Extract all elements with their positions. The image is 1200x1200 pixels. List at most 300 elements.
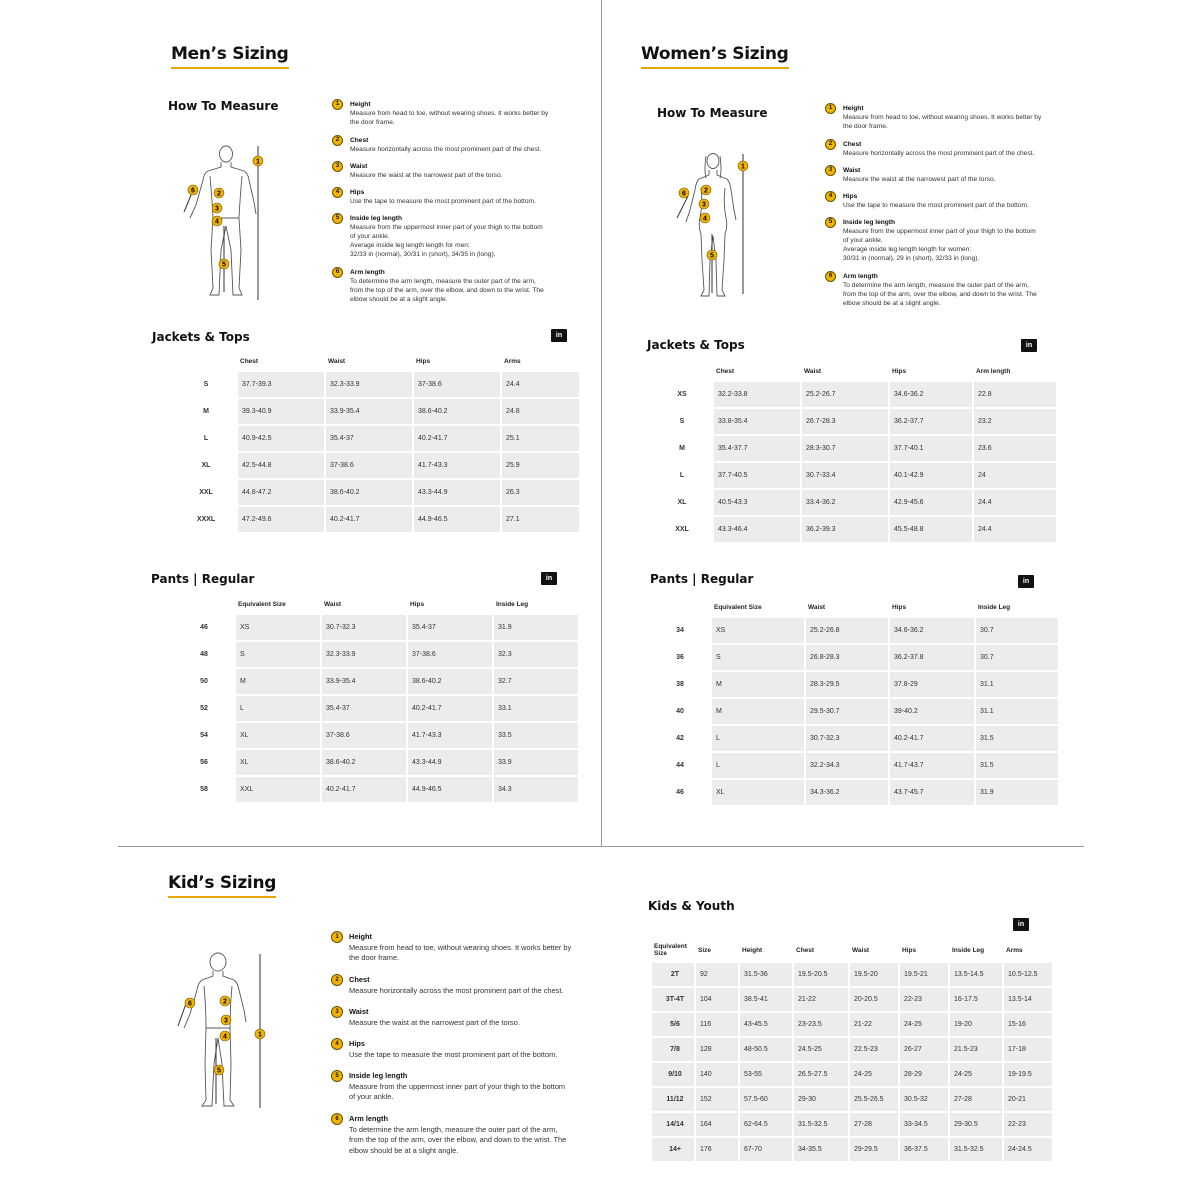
vertical-divider	[601, 0, 602, 847]
column-header: Equivalent Size	[238, 600, 286, 608]
table-header-row	[176, 356, 579, 370]
table-cell: 67-70	[738, 1138, 792, 1161]
row-header-cell: 46	[200, 624, 208, 631]
women-jackets-unit-toggle[interactable]: in	[1021, 339, 1037, 352]
row-header-cell: S	[203, 381, 209, 388]
table-cell: 33.9-35.4	[320, 669, 406, 694]
table-cell: 36.2-37.8	[888, 645, 974, 670]
row-header-cell: 48	[200, 651, 208, 658]
svg-text:4: 4	[215, 218, 219, 226]
svg-text:4: 4	[703, 215, 707, 223]
table-cell: 26.8-28.3	[804, 645, 888, 670]
table-cell: 25.2-26.7	[800, 382, 888, 407]
kids-unit-toggle[interactable]: in	[1013, 918, 1029, 931]
table-cell: 32.3-33.9	[324, 372, 412, 397]
kids-step-chest: 2 Chest Measure horizontally across the most prominent part of the chest.	[331, 975, 581, 1007]
column-header: Inside Leg	[952, 946, 985, 954]
table-cell: 19.5-21	[898, 963, 948, 986]
table-row	[176, 426, 579, 451]
table-cell: 34.6-36.2	[888, 382, 972, 407]
table-cell: 33.1	[492, 696, 578, 721]
table-header-row	[652, 366, 1056, 380]
table-cell: 43.3-46.4	[712, 517, 800, 542]
table-cell: 39-40.2	[888, 699, 974, 724]
table-cell: 40.2-41.7	[412, 426, 500, 451]
table-row	[650, 1138, 1052, 1161]
table-cell: 24-25	[848, 1063, 898, 1086]
column-header: Hips	[892, 367, 907, 375]
table-cell: 22-23	[898, 988, 948, 1011]
table-cell: 25.1	[500, 426, 579, 451]
table-cell: 32.3-33.9	[320, 642, 406, 667]
row-header-cell: 44	[676, 762, 684, 769]
table-cell: 31.9	[974, 780, 1058, 805]
table-cell: 17-18	[1002, 1038, 1052, 1061]
table-cell: 44.9-46.5	[406, 777, 492, 802]
table-cell: 10.5-12.5	[1002, 963, 1052, 986]
svg-text:1: 1	[741, 163, 745, 171]
column-header: Waist	[808, 603, 826, 611]
table-cell: 36.2-39.3	[800, 517, 888, 542]
table-cell: L	[710, 726, 804, 751]
table-cell: 43-45.5	[738, 1013, 792, 1036]
women-step-hips: 4 Hips Use the tape to measure the most prominent part of the bottom.	[825, 192, 1045, 218]
table-cell: XL	[234, 750, 320, 775]
table-cell: 176	[694, 1138, 738, 1161]
table-cell: 62-64.5	[738, 1113, 792, 1136]
women-pants-table	[650, 600, 1058, 807]
table-row	[650, 753, 1058, 778]
row-header-cell: M	[203, 408, 209, 415]
table-row	[174, 642, 578, 667]
table-cell: 33.9	[492, 750, 578, 775]
column-header: Chest	[796, 946, 815, 954]
table-cell: 38.6-40.2	[320, 750, 406, 775]
table-cell: 27.1	[500, 507, 579, 532]
kids-step-hips: 4 Hips Use the tape to measure the most prominent part of the bottom.	[331, 1039, 581, 1071]
table-cell: 22-23	[1002, 1113, 1052, 1136]
table-cell: 26.3	[500, 480, 579, 505]
svg-text:4: 4	[223, 1033, 227, 1041]
row-header-cell: 34	[676, 627, 684, 634]
table-cell: XXL	[234, 777, 320, 802]
table-cell: M	[710, 699, 804, 724]
table-header-row	[650, 943, 1052, 961]
table-cell: 28-29	[898, 1063, 948, 1086]
svg-text:3: 3	[224, 1017, 228, 1025]
table-cell: 40.2-41.7	[324, 507, 412, 532]
women-how-to-measure-heading: How To Measure	[657, 106, 768, 120]
table-cell: 37-38.6	[412, 372, 500, 397]
table-cell: 24.4	[972, 517, 1056, 542]
table-cell: 23-23.5	[792, 1013, 848, 1036]
row-header-cell: 56	[200, 759, 208, 766]
women-step-inside-leg: 5 Inside leg length Measure from the uppermost inner part of your thigh to the bottom of your ankle. Average inside leg length length for women: 30/31 in (normal), 29 in (short), 32/33 in (long).	[825, 218, 1045, 272]
row-header-cell: 36	[676, 654, 684, 661]
kids-step-waist: 3 Waist Measure the waist at the narrowest part of the torso.	[331, 1007, 581, 1039]
table-row	[650, 726, 1058, 751]
men-step-hips: 4 Hips Use the tape to measure the most prominent part of the bottom.	[332, 188, 552, 214]
table-cell: 13.5-14	[1002, 988, 1052, 1011]
table-row	[652, 436, 1056, 461]
row-header-cell: XL	[677, 499, 687, 506]
row-header-cell: XS	[677, 391, 687, 398]
table-cell: 30.7-32.3	[804, 726, 888, 751]
table-cell: 128	[694, 1038, 738, 1061]
table-cell: 38.6-40.2	[324, 480, 412, 505]
table-cell: 32.2-33.8	[712, 382, 800, 407]
table-row	[650, 618, 1058, 643]
table-cell: S	[234, 642, 320, 667]
table-cell: 31.5-36	[738, 963, 792, 986]
table-row	[652, 490, 1056, 515]
kids-step-height: 1 Height Measure from head to toe, without wearing shoes. It works better by the door frame.	[331, 932, 581, 975]
table-cell: 15-16	[1002, 1013, 1052, 1036]
table-cell: 24-25	[948, 1063, 1002, 1086]
table-row	[176, 507, 579, 532]
table-cell: 21-22	[792, 988, 848, 1011]
row-header-cell: L	[679, 472, 685, 479]
table-row	[652, 382, 1056, 407]
table-cell: 31.9	[492, 615, 578, 640]
row-header-cell: 50	[200, 678, 208, 685]
table-cell: 34.6-36.2	[888, 618, 974, 643]
men-jackets-title: Jackets & Tops	[152, 330, 250, 344]
table-row	[176, 399, 579, 424]
table-cell: 5/6	[650, 1013, 694, 1036]
table-cell: 35.4-37	[320, 696, 406, 721]
row-header-cell: 46	[676, 789, 684, 796]
column-header: Height	[742, 946, 763, 954]
table-row	[174, 723, 578, 748]
svg-text:3: 3	[215, 205, 219, 213]
table-header-row	[650, 602, 1058, 616]
column-header: Chest	[716, 367, 735, 375]
table-cell: 33.4-36.2	[800, 490, 888, 515]
row-header-cell: L	[203, 435, 209, 442]
table-cell: 33-34.5	[898, 1113, 948, 1136]
table-cell: 152	[694, 1088, 738, 1111]
table-row	[650, 963, 1052, 986]
svg-text:2: 2	[223, 998, 227, 1006]
women-jackets-title: Jackets & Tops	[647, 338, 745, 352]
table-cell: 24-25	[898, 1013, 948, 1036]
table-row	[650, 1113, 1052, 1136]
table-cell: 41.7-43.3	[412, 453, 500, 478]
row-header-cell: 40	[676, 708, 684, 715]
table-cell: 47.2-49.6	[236, 507, 324, 532]
column-header: Arm length	[976, 367, 1011, 375]
table-cell: 31.5	[974, 726, 1058, 751]
table-row	[650, 645, 1058, 670]
women-pants-unit-toggle[interactable]: in	[1018, 575, 1034, 588]
row-header-cell: 38	[676, 681, 684, 688]
table-cell: 24.4	[972, 490, 1056, 515]
column-header: Equivalent Size	[714, 603, 762, 611]
kids-step-arm-length: 6 Arm length To determine the arm length, measure the outer part of the arm, from the top of the arm, over the elbow, and down to the wrist. The elbow should be at a slight angle.	[331, 1114, 581, 1160]
women-step-waist: 3 Waist Measure the waist at the narrowest part of the torso.	[825, 166, 1045, 192]
table-cell: L	[234, 696, 320, 721]
table-cell: 3T-4T	[650, 988, 694, 1011]
table-cell: 37-38.6	[324, 453, 412, 478]
table-row	[650, 672, 1058, 697]
kids-youth-title: Kids & Youth	[648, 899, 735, 913]
svg-text:5: 5	[222, 261, 226, 269]
column-header	[650, 602, 710, 616]
column-header: Waist	[324, 600, 342, 608]
men-step-chest: 2 Chest Measure horizontally across the most prominent part of the chest.	[332, 136, 552, 162]
women-pants-title: Pants | Regular	[650, 572, 754, 586]
table-row	[174, 669, 578, 694]
table-row	[650, 1063, 1052, 1086]
column-header: Inside Leg	[978, 603, 1011, 611]
column-header	[174, 599, 234, 613]
table-cell: 24-24.5	[1002, 1138, 1052, 1161]
column-header: Waist	[328, 357, 346, 365]
table-cell: 30.7-32.3	[320, 615, 406, 640]
table-cell: 40.2-41.7	[888, 726, 974, 751]
table-cell: 40.9-42.5	[236, 426, 324, 451]
table-cell: 27-28	[948, 1088, 1002, 1111]
table-row	[174, 750, 578, 775]
table-cell: 16-17.5	[948, 988, 1002, 1011]
row-header-cell: 54	[200, 732, 208, 739]
men-pants-table	[174, 597, 578, 804]
men-measure-markers	[181, 140, 273, 308]
row-header-cell: 58	[200, 786, 208, 793]
column-header: Waist	[852, 946, 870, 954]
table-cell: 40.2-41.7	[406, 696, 492, 721]
table-row	[174, 777, 578, 802]
svg-text:3: 3	[702, 201, 706, 209]
table-cell: 33.9-35.4	[324, 399, 412, 424]
women-step-arm-length: 6 Arm length To determine the arm length, measure the outer part of the arm, from the top of the arm, over the elbow, and down to the wrist. The elbow should be at a slight angle.	[825, 272, 1045, 308]
women-jackets-table	[652, 364, 1056, 544]
kids-youth-table	[650, 941, 1052, 1163]
table-cell: 38.6-40.2	[412, 399, 500, 424]
kids-section-title: Kid’s Sizing	[168, 873, 276, 893]
table-row	[176, 480, 579, 505]
table-cell: XL	[710, 780, 804, 805]
table-cell: 39.3-40.9	[236, 399, 324, 424]
table-row	[174, 696, 578, 721]
table-cell: 34.3-36.2	[804, 780, 888, 805]
men-section-title: Men’s Sizing	[171, 44, 289, 64]
column-header: Chest	[240, 357, 259, 365]
table-cell: 20-20.5	[848, 988, 898, 1011]
table-cell: 19.5-20.5	[792, 963, 848, 986]
table-row	[650, 1038, 1052, 1061]
column-header: Arms	[1006, 946, 1023, 954]
table-cell: 31.1	[974, 699, 1058, 724]
table-row	[652, 517, 1056, 542]
table-cell: 21.5-23	[948, 1038, 1002, 1061]
table-row	[650, 988, 1052, 1011]
table-cell: 36.2-37.7	[888, 409, 972, 434]
table-cell: 37-38.6	[320, 723, 406, 748]
table-cell: 26.5-27.5	[792, 1063, 848, 1086]
table-cell: 26.7-28.3	[800, 409, 888, 434]
table-cell: 11/12	[650, 1088, 694, 1111]
table-cell: 29-29.5	[848, 1138, 898, 1161]
table-cell: 53-55	[738, 1063, 792, 1086]
column-header: Hips	[416, 357, 431, 365]
table-cell: 44.8-47.2	[236, 480, 324, 505]
table-cell: 35.4-37	[406, 615, 492, 640]
table-cell: 43.3-44.9	[412, 480, 500, 505]
table-cell: 19-20	[948, 1013, 1002, 1036]
table-cell: 24.4	[500, 372, 579, 397]
table-cell: 38.5-41	[738, 988, 792, 1011]
table-cell: 24.8	[500, 399, 579, 424]
table-cell: 34.3	[492, 777, 578, 802]
table-cell: 31.5	[974, 753, 1058, 778]
table-cell: 25.2-26.8	[804, 618, 888, 643]
table-cell: 164	[694, 1113, 738, 1136]
table-cell: 41.7-43.3	[406, 723, 492, 748]
column-header: Waist	[804, 367, 822, 375]
table-cell: 40.1-42.9	[888, 463, 972, 488]
column-header	[652, 366, 712, 380]
table-cell: L	[710, 753, 804, 778]
table-cell: 140	[694, 1063, 738, 1086]
men-jackets-unit-toggle[interactable]: in	[551, 329, 567, 342]
column-header: Inside Leg	[496, 600, 529, 608]
table-cell: 21-22	[848, 1013, 898, 1036]
table-row	[176, 372, 579, 397]
row-header-cell: XL	[201, 462, 211, 469]
table-row	[176, 453, 579, 478]
kids-measure-markers	[172, 946, 272, 1116]
table-row	[650, 1013, 1052, 1036]
table-cell: 116	[694, 1013, 738, 1036]
table-cell: 2T	[650, 963, 694, 986]
table-cell: 25.9	[500, 453, 579, 478]
column-header: Hips	[892, 603, 907, 611]
kids-measure-steps	[331, 932, 581, 1160]
kids-step-inside-leg: 5 Inside leg length Measure from the uppermost inner part of your thigh to the bottom of your ankle.	[331, 1071, 581, 1114]
table-cell: 24.5-25	[792, 1038, 848, 1061]
table-cell: 22.8	[972, 382, 1056, 407]
women-step-chest: 2 Chest Measure horizontally across the most prominent part of the chest.	[825, 140, 1045, 166]
row-header-cell: S	[679, 418, 685, 425]
table-cell: 37.8-29	[888, 672, 974, 697]
table-cell: 7/8	[650, 1038, 694, 1061]
column-header: Size	[698, 946, 712, 954]
table-cell: 29.5-30.7	[804, 699, 888, 724]
table-cell: 24	[972, 463, 1056, 488]
table-cell: 30.5-32	[898, 1088, 948, 1111]
table-cell: 33.8-35.4	[712, 409, 800, 434]
table-cell: 32.7	[492, 669, 578, 694]
svg-text:6: 6	[191, 187, 195, 195]
svg-text:5: 5	[217, 1067, 221, 1075]
table-cell: 13.5-14.5	[948, 963, 1002, 986]
table-cell: 23.6	[972, 436, 1056, 461]
table-cell: 31.5-32.5	[948, 1138, 1002, 1161]
table-cell: 41.7-43.7	[888, 753, 974, 778]
table-cell: 28.3-30.7	[800, 436, 888, 461]
table-cell: 45.5-48.8	[888, 517, 972, 542]
table-cell: 14+	[650, 1138, 694, 1161]
row-header-cell: XXXL	[196, 516, 216, 523]
table-cell: 104	[694, 988, 738, 1011]
table-row	[650, 1088, 1052, 1111]
table-cell: 33.5	[492, 723, 578, 748]
table-cell: XS	[234, 615, 320, 640]
table-cell: 26-27	[898, 1038, 948, 1061]
table-cell: 19-19.5	[1002, 1063, 1052, 1086]
column-header: Arms	[504, 357, 521, 365]
table-cell: 37.7-40.5	[712, 463, 800, 488]
table-cell: M	[710, 672, 804, 697]
table-cell: 43.7-45.7	[888, 780, 974, 805]
row-header-cell: XXL	[199, 489, 213, 496]
table-cell: 32.2-34.3	[804, 753, 888, 778]
table-row	[650, 780, 1058, 805]
row-header-cell: 42	[676, 735, 684, 742]
row-header-cell: M	[679, 445, 685, 452]
table-cell: 37.7-40.1	[888, 436, 972, 461]
table-cell: 43.3-44.9	[406, 750, 492, 775]
table-cell: 92	[694, 963, 738, 986]
table-row	[650, 699, 1058, 724]
svg-text:1: 1	[256, 158, 260, 166]
men-measure-steps	[332, 100, 552, 304]
men-jackets-table	[176, 354, 579, 534]
table-cell: 40.2-41.7	[320, 777, 406, 802]
women-section-title: Women’s Sizing	[641, 44, 789, 64]
table-cell: 35.4-37.7	[712, 436, 800, 461]
table-cell: 34-35.5	[792, 1138, 848, 1161]
men-pants-unit-toggle[interactable]: in	[541, 572, 557, 585]
table-cell: 42.5-44.8	[236, 453, 324, 478]
table-row	[652, 463, 1056, 488]
table-cell: 57.5-60	[738, 1088, 792, 1111]
column-header: Equivalent Size	[654, 943, 687, 957]
men-step-height: 1 Height Measure from head to toe, without wearing shoes. It works better by the door frame.	[332, 100, 552, 136]
table-cell: S	[710, 645, 804, 670]
row-header-cell: 52	[200, 705, 208, 712]
women-step-height: 1 Height Measure from head to toe, without wearing shoes. It works better by the door frame.	[825, 104, 1045, 140]
svg-text:6: 6	[682, 190, 686, 198]
table-cell: XS	[710, 618, 804, 643]
table-cell: 22.5-23	[848, 1038, 898, 1061]
men-pants-title: Pants | Regular	[151, 572, 255, 586]
table-cell: 29-30	[792, 1088, 848, 1111]
women-measure-steps	[825, 104, 1045, 308]
men-how-to-measure-heading: How To Measure	[168, 99, 279, 113]
table-cell: XL	[234, 723, 320, 748]
men-step-waist: 3 Waist Measure the waist at the narrowest part of the torso.	[332, 162, 552, 188]
table-cell: 29-30.5	[948, 1113, 1002, 1136]
men-step-arm-length: 6 Arm length To determine the arm length, measure the outer part of the arm, from the top of the arm, over the elbow, and down to the wrist. The elbow should be at a slight angle.	[332, 268, 552, 304]
table-cell: 9/10	[650, 1063, 694, 1086]
table-cell: 25.5-26.5	[848, 1088, 898, 1111]
svg-text:2: 2	[704, 187, 708, 195]
table-cell: 37.7-39.3	[236, 372, 324, 397]
table-cell: 28.3-29.5	[804, 672, 888, 697]
horizontal-divider	[118, 846, 1084, 847]
table-cell: 20-21	[1002, 1088, 1052, 1111]
table-cell: 42.9-45.6	[888, 490, 972, 515]
table-row	[174, 615, 578, 640]
table-cell: 30.7	[974, 618, 1058, 643]
table-cell: 35.4-37	[324, 426, 412, 451]
men-step-inside-leg: 5 Inside leg length Measure from the uppermost inner part of your thigh to the bottom of your ankle. Average inside leg length length for men: 32/33 in (normal), 30/31 in (short), 34/35 in (long).	[332, 214, 552, 268]
women-measure-markers	[668, 148, 758, 303]
table-cell: 14/14	[650, 1113, 694, 1136]
